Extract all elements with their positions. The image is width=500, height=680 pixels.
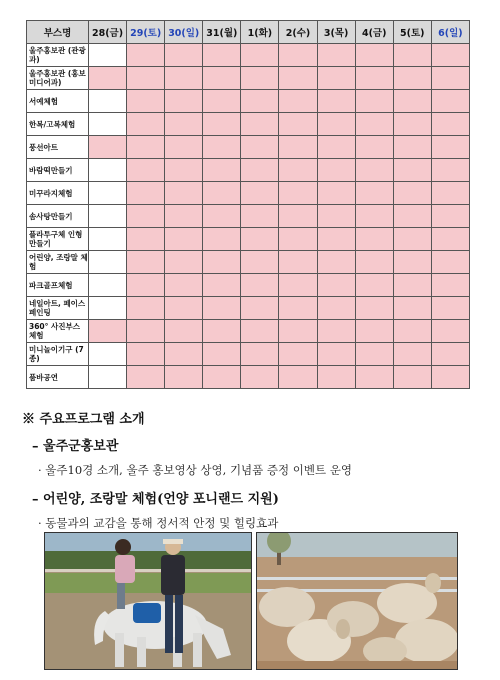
schedule-cell-active [127, 182, 165, 205]
booth-name-cell: 네일아트, 페이스페인팅 [27, 297, 89, 320]
schedule-cell-active [431, 228, 469, 251]
pony-riding-illustration [45, 533, 251, 669]
schedule-cell-active [165, 228, 203, 251]
schedule-cell-active [165, 159, 203, 182]
schedule-cell-active [203, 366, 241, 389]
schedule-cell-active [393, 44, 431, 67]
schedule-cell-empty [89, 297, 127, 320]
header-date: 3(목) [317, 21, 355, 44]
program-notes [22, 408, 492, 541]
schedule-cell-active [165, 343, 203, 366]
schedule-cell-empty [89, 228, 127, 251]
schedule-cell-active [203, 159, 241, 182]
schedule-cell-active [317, 251, 355, 274]
schedule-cell-active [279, 297, 317, 320]
booth-name-cell: 미니놀이기구 (7종) [27, 343, 89, 366]
schedule-cell-active [317, 297, 355, 320]
schedule-cell-empty [89, 159, 127, 182]
schedule-cell-active [431, 90, 469, 113]
schedule-cell-active [431, 182, 469, 205]
schedule-cell-active [241, 366, 279, 389]
schedule-cell-active [127, 44, 165, 67]
header-date: 4(금) [355, 21, 393, 44]
table-row [27, 274, 470, 297]
booth-name-cell: 솜사탕만들기 [27, 205, 89, 228]
schedule-cell-active [203, 113, 241, 136]
schedule-cell-active [393, 228, 431, 251]
schedule-cell-active [165, 136, 203, 159]
schedule-cell-active [431, 251, 469, 274]
schedule-cell-active [431, 113, 469, 136]
schedule-cell-empty [89, 205, 127, 228]
schedule-cell-empty [89, 113, 127, 136]
booth-name-cell: 울주홍보관 (관광과) [27, 44, 89, 67]
notes-title: ※ 주요프로그램 소개 [22, 412, 145, 427]
table-row [27, 136, 470, 159]
schedule-cell-active [203, 44, 241, 67]
sheep-illustration [257, 533, 457, 669]
table-row [27, 44, 470, 67]
schedule-cell-active [355, 159, 393, 182]
table-row [27, 228, 470, 251]
schedule-cell-active [127, 366, 165, 389]
schedule-cell-active [241, 136, 279, 159]
schedule-cell-active [127, 90, 165, 113]
schedule-cell-active [317, 274, 355, 297]
schedule-cell-active [203, 251, 241, 274]
schedule-cell-active [241, 274, 279, 297]
header-date: 6(일) [431, 21, 469, 44]
schedule-cell-active [355, 67, 393, 90]
schedule-cell-empty [89, 274, 127, 297]
booth-name-cell: 바람떡만들기 [27, 159, 89, 182]
schedule-cell-active [165, 274, 203, 297]
schedule-cell-active [393, 297, 431, 320]
schedule-cell-active [355, 113, 393, 136]
schedule-cell-active [355, 205, 393, 228]
schedule-cell-active [241, 182, 279, 205]
schedule-cell-active [431, 343, 469, 366]
schedule-cell-active [279, 205, 317, 228]
schedule-cell-active [165, 67, 203, 90]
schedule-cell-active [203, 343, 241, 366]
schedule-cell-active [165, 205, 203, 228]
schedule-cell-active [279, 159, 317, 182]
schedule-cell-active [355, 182, 393, 205]
schedule-cell-active [241, 320, 279, 343]
table-row [27, 159, 470, 182]
schedule-cell-active [317, 228, 355, 251]
schedule-cell-active [393, 182, 431, 205]
schedule-cell-active [317, 136, 355, 159]
table-row [27, 320, 470, 343]
schedule-cell-active [127, 136, 165, 159]
schedule-cell-active [165, 297, 203, 320]
schedule-cell-active [165, 182, 203, 205]
booth-name-cell: 서예체험 [27, 90, 89, 113]
schedule-cell-empty [89, 343, 127, 366]
schedule-cell-active [317, 44, 355, 67]
schedule-cell-active [431, 205, 469, 228]
header-date: 1(화) [241, 21, 279, 44]
schedule-cell-active [317, 343, 355, 366]
schedule-cell-active [203, 90, 241, 113]
schedule-cell-active [203, 67, 241, 90]
schedule-cell-active [317, 205, 355, 228]
table-row [27, 343, 470, 366]
schedule-cell-active [431, 320, 469, 343]
schedule-cell-active [127, 274, 165, 297]
schedule-cell-active [203, 136, 241, 159]
schedule-cell-active [279, 366, 317, 389]
schedule-cell-active [355, 274, 393, 297]
schedule-header-row [27, 21, 470, 44]
schedule-cell-active [165, 44, 203, 67]
schedule-cell-active [279, 320, 317, 343]
schedule-cell-active [279, 113, 317, 136]
table-row [27, 297, 470, 320]
schedule-cell-active [393, 205, 431, 228]
schedule-cell-active [393, 136, 431, 159]
schedule-cell-active [203, 274, 241, 297]
schedule-cell-active [431, 297, 469, 320]
schedule-cell-active [317, 90, 355, 113]
header-date: 2(수) [279, 21, 317, 44]
schedule-cell-active [241, 205, 279, 228]
booth-name-cell: 360° 사진부스 체험 [27, 320, 89, 343]
schedule-cell-active [393, 251, 431, 274]
schedule-cell-active [431, 159, 469, 182]
schedule-cell-active [203, 320, 241, 343]
table-row [27, 113, 470, 136]
schedule-cell-empty [89, 90, 127, 113]
table-row [27, 366, 470, 389]
schedule-cell-active [355, 366, 393, 389]
schedule-cell-active [127, 113, 165, 136]
schedule-cell-empty [89, 251, 127, 274]
program-heading-hongbogwan: – 울주군홍보관 [32, 439, 119, 454]
schedule-cell-active [127, 205, 165, 228]
schedule-cell-active [279, 274, 317, 297]
schedule-cell-active [355, 44, 393, 67]
schedule-cell-active [203, 182, 241, 205]
schedule-cell-active [241, 67, 279, 90]
schedule-cell-active [355, 228, 393, 251]
schedule-cell-active [165, 251, 203, 274]
schedule-cell-active [203, 228, 241, 251]
schedule-cell-active [355, 320, 393, 343]
program-heading-animal: – 어린양, 조랑말 체험(언양 포니랜드 지원) [32, 492, 279, 507]
schedule-cell-active [241, 159, 279, 182]
header-booth-name: 부스명 [27, 21, 89, 44]
schedule-cell-active [317, 366, 355, 389]
schedule-cell-active [317, 159, 355, 182]
schedule-cell-active [241, 44, 279, 67]
schedule-cell-active [127, 67, 165, 90]
schedule-cell-active [317, 320, 355, 343]
header-date: 28(금) [89, 21, 127, 44]
table-row [27, 205, 470, 228]
schedule-cell-active [431, 136, 469, 159]
program-desc-animal: · 동물과의 교감을 통해 정서적 안정 및 힐링효과 [38, 516, 279, 530]
schedule-cell-active [127, 320, 165, 343]
schedule-cell-active [393, 159, 431, 182]
sheep-photo [256, 532, 458, 670]
schedule-cell-active [355, 343, 393, 366]
pony-riding-photo [44, 532, 252, 670]
header-date: 30(일) [165, 21, 203, 44]
schedule-cell-active [393, 366, 431, 389]
schedule-cell-active [127, 159, 165, 182]
schedule-cell-active [279, 44, 317, 67]
schedule-cell-active [279, 67, 317, 90]
schedule-cell-active [165, 320, 203, 343]
schedule-cell-active [241, 228, 279, 251]
schedule-cell-active [279, 136, 317, 159]
schedule-cell-active [431, 274, 469, 297]
schedule-cell-active [127, 297, 165, 320]
booth-name-cell: 품바공연 [27, 366, 89, 389]
schedule-cell-active [165, 366, 203, 389]
schedule-cell-active [393, 274, 431, 297]
schedule-cell-empty [89, 182, 127, 205]
schedule-cell-active [89, 67, 127, 90]
table-row [27, 90, 470, 113]
booth-name-cell: 플라투구체 인형 만들기 [27, 228, 89, 251]
schedule-cell-active [241, 343, 279, 366]
schedule-cell-active [203, 297, 241, 320]
header-date: 5(토) [393, 21, 431, 44]
schedule-cell-active [393, 320, 431, 343]
schedule-cell-active [241, 113, 279, 136]
schedule-cell-active [393, 90, 431, 113]
schedule-cell-active [89, 320, 127, 343]
schedule-cell-active [393, 113, 431, 136]
table-row [27, 251, 470, 274]
schedule-cell-active [431, 67, 469, 90]
schedule-cell-active [431, 366, 469, 389]
schedule-cell-active [393, 67, 431, 90]
schedule-cell-active [203, 205, 241, 228]
schedule-cell-active [279, 182, 317, 205]
schedule-cell-empty [89, 366, 127, 389]
table-row [27, 67, 470, 90]
schedule-cell-active [355, 90, 393, 113]
schedule-cell-active [89, 136, 127, 159]
schedule-cell-active [393, 343, 431, 366]
header-date: 31(월) [203, 21, 241, 44]
schedule-cell-active [165, 90, 203, 113]
program-desc-hongbogwan: · 울주10경 소개, 울주 홍보영상 상영, 기념품 증정 이벤트 운영 [38, 463, 353, 477]
schedule-cell-active [127, 343, 165, 366]
schedule-cell-active [127, 228, 165, 251]
schedule-cell-active [317, 67, 355, 90]
schedule-cell-active [279, 228, 317, 251]
schedule-cell-active [317, 113, 355, 136]
schedule-cell-active [431, 44, 469, 67]
booth-name-cell: 어린양, 조랑말 체험 [27, 251, 89, 274]
schedule-cell-active [355, 251, 393, 274]
schedule-cell-active [165, 113, 203, 136]
booth-name-cell: 한복/고복체험 [27, 113, 89, 136]
schedule-cell-empty [89, 44, 127, 67]
schedule-cell-active [279, 251, 317, 274]
header-date: 29(토) [127, 21, 165, 44]
schedule-cell-active [241, 297, 279, 320]
schedule-cell-active [355, 136, 393, 159]
booth-name-cell: 풍선아트 [27, 136, 89, 159]
booth-name-cell: 울주홍보관 (홍보미디어과) [27, 67, 89, 90]
schedule-cell-active [355, 297, 393, 320]
schedule-cell-active [279, 90, 317, 113]
booth-name-cell: 파크골프체험 [27, 274, 89, 297]
schedule-table [26, 20, 470, 389]
schedule-cell-active [317, 182, 355, 205]
schedule-cell-active [241, 90, 279, 113]
schedule-cell-active [279, 343, 317, 366]
table-row [27, 182, 470, 205]
schedule-cell-active [241, 251, 279, 274]
booth-name-cell: 미꾸라지체험 [27, 182, 89, 205]
schedule-cell-active [127, 251, 165, 274]
